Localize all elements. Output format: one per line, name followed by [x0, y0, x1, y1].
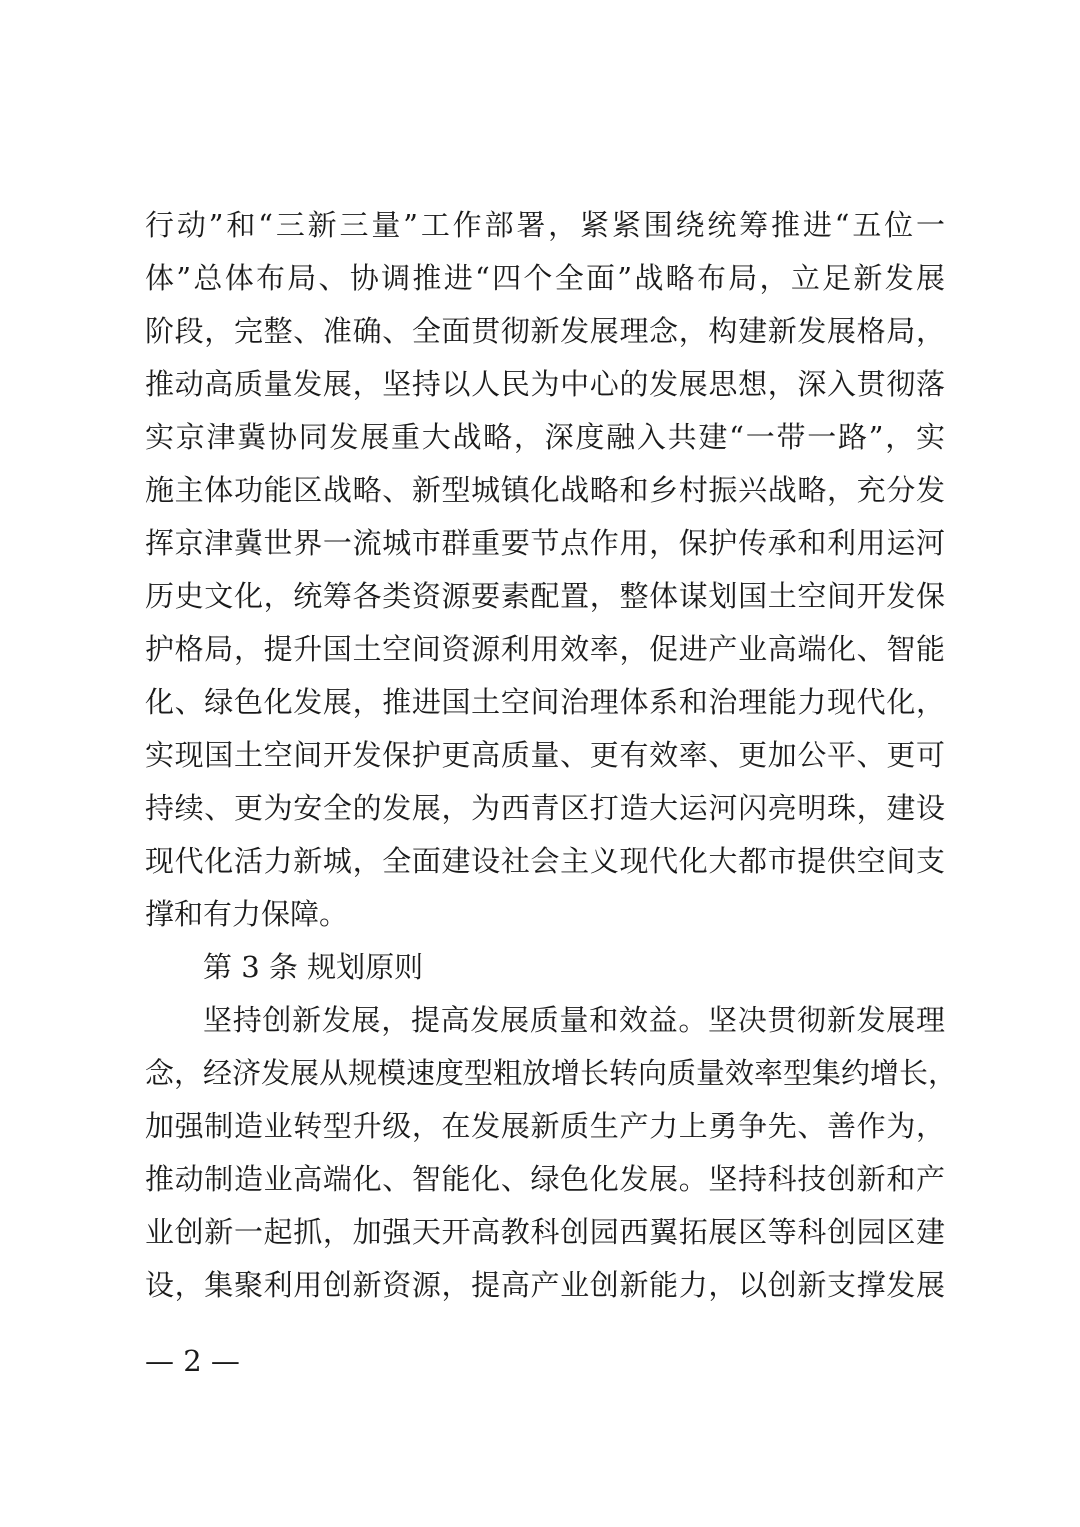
body-line: 体”总体布局、协调推进“四个全面”战略布局，立足新发展	[145, 261, 945, 295]
body-line: 业创新一起抓，加强天开高教科创园西翼拓展区等科创园区建	[145, 1215, 945, 1249]
body-line: 现代化活力新城，全面建设社会主义现代化大都市提供空间支	[145, 844, 945, 878]
body-line: 化、绿色化发展，推进国土空间治理体系和治理能力现代化，	[145, 685, 945, 719]
body-line: 施主体功能区战略、新型城镇化战略和乡村振兴战略，充分发	[145, 473, 945, 507]
body-line: 实京津冀协同发展重大战略，深度融入共建“一带一路”，实	[145, 420, 945, 454]
body-line: 行动”和“三新三量”工作部署，紧紧围绕统筹推进“五位一	[145, 208, 945, 242]
body-line: 阶段，完整、准确、全面贯彻新发展理念，构建新发展格局，	[145, 314, 945, 348]
body-line: 推动高质量发展，坚持以人民为中心的发展思想，深入贯彻落	[145, 367, 945, 401]
body-line: 护格局，提升国土空间资源利用效率，促进产业高端化、智能	[145, 632, 945, 666]
body-line: 持续、更为安全的发展，为西青区打造大运河闪亮明珠，建设	[145, 791, 945, 825]
body-line: 念，经济发展从规模速度型粗放增长转向质量效率型集约增长，	[145, 1056, 958, 1090]
page-number: — 2 —	[145, 1344, 240, 1378]
body-line: 历史文化，统筹各类资源要素配置，整体谋划国土空间开发保	[145, 579, 945, 613]
body-line: 推动制造业高端化、智能化、绿色化发展。坚持科技创新和产	[145, 1162, 945, 1196]
body-line: 加强制造业转型升级，在发展新质生产力上勇争先、善作为，	[145, 1109, 945, 1143]
body-line: 挥京津冀世界一流城市群重要节点作用，保护传承和利用运河	[145, 526, 945, 560]
body-line: 撑和有力保障。	[145, 897, 349, 931]
body-line: 坚持创新发展，提高发展质量和效益。坚决贯彻新发展理	[203, 1003, 945, 1037]
article-heading: 第 3 条 规划原则	[203, 950, 424, 984]
body-line: 设，集聚利用创新资源，提高产业创新能力，以创新支撑发展	[145, 1268, 945, 1302]
body-line: 实现国土空间开发保护更高质量、更有效率、更加公平、更可	[145, 738, 945, 772]
